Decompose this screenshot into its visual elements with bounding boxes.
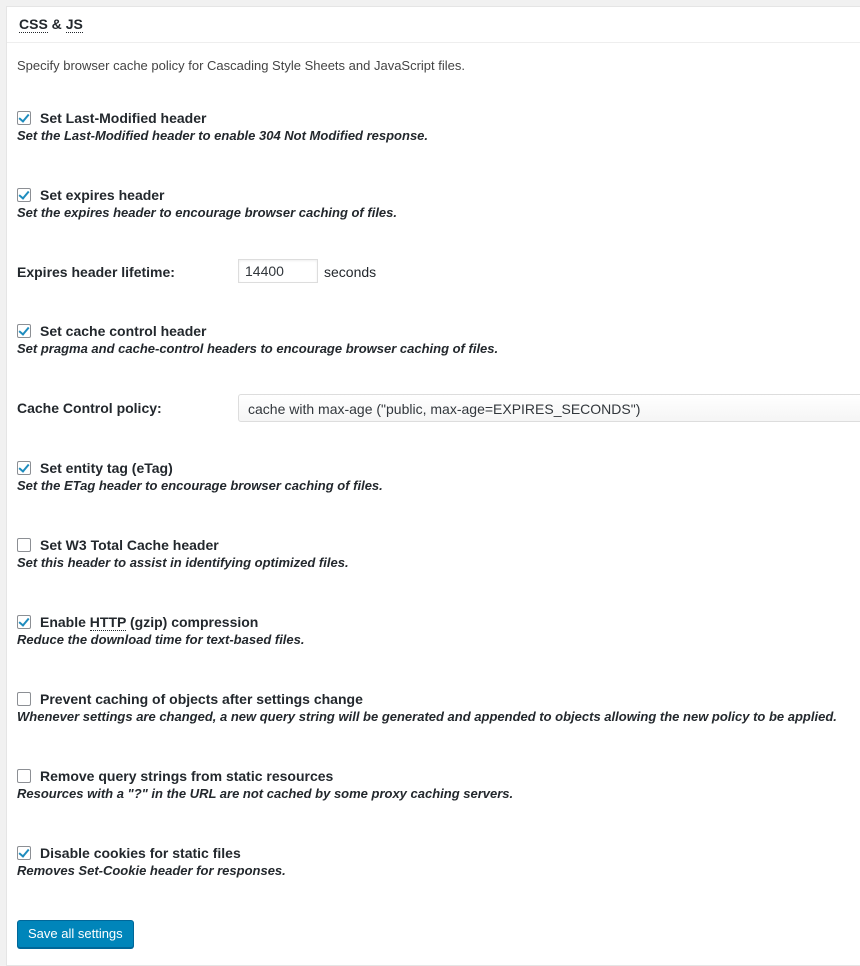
- w3tc-header-checkbox[interactable]: [17, 538, 31, 552]
- prevent-caching-help: Whenever settings are changed, a new query string will be generated and appended to objects allowing the new policy to be applied.: [17, 709, 837, 724]
- title-amp: &: [47, 16, 66, 32]
- gzip-checkbox[interactable]: [17, 615, 31, 629]
- option-etag: [17, 459, 383, 493]
- expires-lifetime-label: Expires header lifetime:: [17, 264, 175, 280]
- disable-cookies-checkbox[interactable]: [17, 846, 31, 860]
- save-all-settings-button[interactable]: Save all settings: [17, 920, 134, 948]
- expires-lifetime-input[interactable]: [238, 259, 318, 283]
- expires-lifetime-unit: seconds: [324, 264, 377, 280]
- remove-query-strings-checkbox[interactable]: [17, 769, 31, 783]
- disable-cookies-help: Removes Set-Cookie header for responses.: [17, 863, 286, 878]
- section-description: Specify browser cache policy for Cascading Style Sheets and JavaScript files.: [17, 58, 465, 73]
- option-remove-query-strings: [17, 767, 513, 801]
- js-abbr: JS: [65, 16, 83, 32]
- css-js-panel: [6, 6, 860, 966]
- gzip-help: Reduce the download time for text-based files.: [17, 632, 305, 647]
- last-modified-label[interactable]: Set Last-Modified header: [40, 110, 207, 126]
- etag-checkbox[interactable]: [17, 461, 31, 475]
- option-prevent-caching: [17, 690, 837, 724]
- http-abbr: HTTP: [89, 614, 127, 630]
- cache-control-checkbox[interactable]: [17, 324, 31, 338]
- panel-title: [19, 16, 83, 32]
- option-last-modified: [17, 109, 428, 143]
- w3tc-header-help: Set this header to assist in identifying optimized files.: [17, 555, 349, 570]
- prevent-caching-label[interactable]: Prevent caching of objects after settings change: [40, 691, 363, 707]
- css-abbr: CSS: [19, 16, 48, 32]
- cache-control-policy-select[interactable]: cache with max-age ("public, max-age=EXPIRES_SECONDS"): [238, 394, 860, 422]
- option-expires: [17, 186, 397, 220]
- cache-control-help: Set pragma and cache-control headers to encourage browser caching of files.: [17, 341, 499, 356]
- disable-cookies-label[interactable]: Disable cookies for static files: [40, 845, 241, 861]
- remove-query-strings-label[interactable]: Remove query strings from static resources: [40, 768, 334, 784]
- cache-control-label[interactable]: Set cache control header: [40, 323, 207, 339]
- w3tc-header-label[interactable]: Set W3 Total Cache header: [40, 537, 219, 553]
- gzip-label-suffix: (gzip) compression: [126, 614, 259, 630]
- cache-control-policy-label: Cache Control policy:: [17, 400, 162, 416]
- remove-query-strings-help: Resources with a "?" in the URL are not cached by some proxy caching servers.: [17, 786, 514, 801]
- last-modified-checkbox[interactable]: [17, 111, 31, 125]
- etag-label[interactable]: Set entity tag (eTag): [40, 460, 173, 476]
- option-cache-control: [17, 322, 498, 356]
- gzip-label[interactable]: [40, 614, 258, 630]
- last-modified-help: Set the Last-Modified header to enable 304 Not Modified response.: [17, 128, 429, 143]
- option-disable-cookies: [17, 844, 286, 878]
- gzip-label-prefix: Enable: [40, 614, 90, 630]
- option-gzip: [17, 613, 305, 647]
- prevent-caching-checkbox[interactable]: [17, 692, 31, 706]
- expires-checkbox[interactable]: [17, 188, 31, 202]
- panel-header: [7, 7, 860, 43]
- expires-help: Set the expires header to encourage browser caching of files.: [17, 205, 398, 220]
- expires-label[interactable]: Set expires header: [40, 187, 165, 203]
- option-w3tc-header: [17, 536, 349, 570]
- etag-help: Set the ETag header to encourage browser caching of files.: [17, 478, 383, 493]
